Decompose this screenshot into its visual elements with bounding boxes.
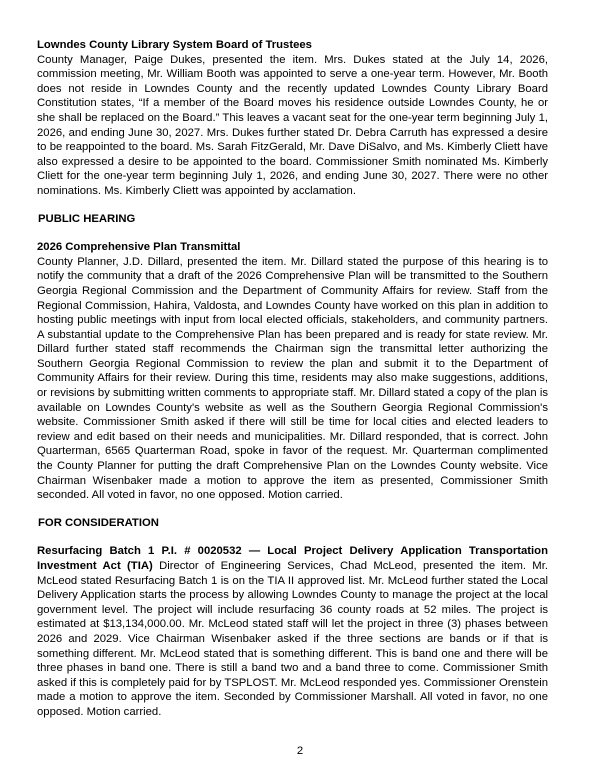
page-number: 2 [296, 745, 304, 757]
comprehensive-plan-heading: 2026 Comprehensive Plan Transmittal [37, 241, 241, 254]
resurfacing-heading: Resurfacing Batch 1 P.I. # 0020532 — Local Project Delivery Application Transportation Investment Act (TIA) [37, 545, 548, 572]
library-board-heading: Lowndes County Library System Board of Trustees [37, 39, 312, 51]
comprehensive-plan-body: County Planner, J.D. Dillard, presented the item. Mr. Dillard stated the purpose of this hearing is to notify the community that a draft of the 2026 Comprehensive Plan will be transmitted to the Southern Georgia Regional Commission and the Department of Community Affairs for review. Staff from the Regional Commission, Hahira, Valdosta, and Lowndes County have worked on this plan in addition to hosting public meetings with input from local elected officials, stakeholders, and community partners. A substantial update to the Comprehensive Plan has been prepared and is ready for state review. Mr. Dillard further stated staff recommends the Chairman sign the transmittal letter authorizing the Southern Georgia Regional Commission to review the plan and submit it to the Department of Community Affairs for their review. During this time, residents may also make suggestions, additions, or revisions by submitting written comments to appropriate staff. Mr. Dillard stated a copy of the plan is available on Lowndes County's website as well as the Southern Georgia Regional Commission's website. Commissioner Smith asked if there will still be time for local cities and elected leaders to review and edit based on their needs and municipalities. Mr. Dillard responded, that is correct. John Quarterman, 6565 Quarterman Road, spoke in favor of the request. Mr. Quarterman complimented the County Planner for putting the draft Comprehensive Plan on the Lowndes County website. Vice Chairman Wisenbaker made a motion to approve the item as presented, Commissioner Smith seconded. All voted in favor, no one opposed. Motion carried. [37, 255, 548, 502]
library-board-item [37, 38, 548, 199]
public-hearing-title: PUBLIC HEARING [38, 212, 136, 225]
resurfacing-item [37, 544, 548, 719]
comprehensive-plan-item [37, 240, 548, 503]
for-consideration-title: FOR CONSIDERATION [38, 516, 159, 529]
library-board-body: County Manager, Paige Dukes, presented the item. Mrs. Dukes stated at the July 14, 2026, commission meeting, Mr. William Booth was appointed to serve a one-year term. However, Mr. Booth does not reside in Lowndes County and the recently updated Lowndes County Library Board Constitution states, “If a member of the Board moves his residence outside Lowndes County, he or she shall be replaced on the Board.” This leaves a vacant seat for the one-year term beginning July 1, 2026, and ending June 30, 2027. Mrs. Dukes further stated Dr. Debra Carruth has expressed a desire to be reappointed to the board. Ms. Sarah FitzGerald, Mr. Dave DiSalvo, and Ms. Kimberly Cliett have also expressed a desire to be appointed to the board. Commissioner Smith nominated Ms. Kimberly Cliett for the one-year term beginning July 1, 2026, and ending June 30, 2027. There were no other nominations. Ms. Kimberly Cliett was appointed by acclamation. [37, 53, 548, 197]
resurfacing-body: Director of Engineering Services, Chad McLeod, presented the item. Mr. McLeod stated Resurfacing Batch 1 is on the TIA II approved list. Mr. McLeod further stated the Local Delivery Application starts the process by allowing Lowndes County to manage the project at the local government level. The project will include resurfacing 36 county roads at 52 miles. The project is estimated at $13,134,000.00. Mr. McLeod stated staff will let the project in three (3) phases between 2026 and 2029. Vice Chairman Wisenbaker asked if the three sections are bands or if that is something different. Mr. McLeod stated that is something different. This is band one and there will be three phases in band one. There is still a band two and a band three to come. Commissioner Smith asked if this is completely paid for by TSPLOST. Mr. McLeod responded yes. Commissioner Orenstein made a motion to approve the item. Seconded by Commissioner Marshall. All voted in favor, no one opposed. Motion carried. [37, 560, 548, 718]
